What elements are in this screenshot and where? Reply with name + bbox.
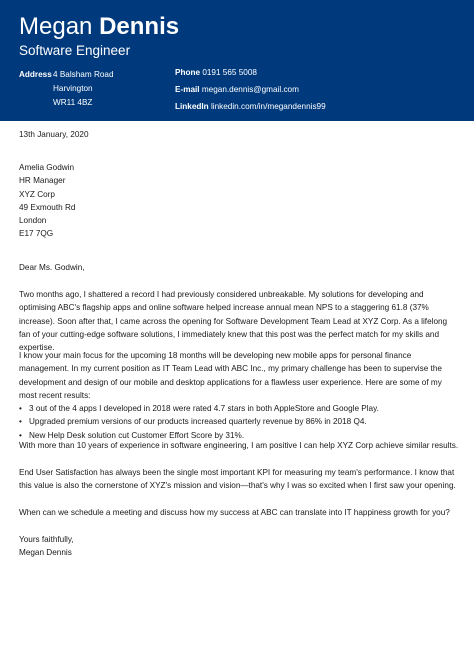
closing-phrase: Yours faithfully, — [19, 535, 74, 544]
list-item: • 3 out of the 4 apps I developed in 2018 were rated 4.7 stars in both AppleStore and Google Play. — [19, 402, 459, 415]
linkedin-row — [175, 102, 326, 111]
phone-row — [175, 68, 257, 77]
address-line-1: 4 Balsham Road — [53, 70, 114, 79]
recipient-name: Amelia Godwin — [19, 163, 75, 172]
list-item: • New Help Desk solution cut Customer Effort Score by 31%. — [19, 429, 459, 442]
recipient-company: XYZ Corp — [19, 189, 55, 199]
first-name: Megan — [19, 13, 93, 40]
letter-header — [0, 0, 474, 121]
address-label: Address — [19, 70, 52, 79]
paragraph-kpi: End User Satisfaction has always been the single most important KPI for measuring my team's performance. I know that this value is also the cornerstone of XYZ's mission and vision—that's why I was so excited when I first saw your opening. — [19, 468, 456, 491]
paragraph-achievements — [19, 349, 459, 442]
email-label: E-mail — [175, 85, 200, 94]
paragraph-achievements-text: I know your main focus for the upcoming 18 months will be developing new mobile apps for personal finance management. In my current position as IT Team Lead with ABC Inc., my primary challenge has been to supervise the development and design of our mobile and desktop applications for a flawless user experience. Here are some of my most recent results: — [19, 351, 442, 400]
salutation: Dear Ms. Godwin, — [19, 263, 85, 272]
closing-block — [19, 533, 459, 560]
email-row — [175, 85, 299, 94]
letter-date: 13th January, 2020 — [19, 130, 89, 139]
phone-label: Phone — [175, 68, 201, 77]
paragraph-call-to-action: When can we schedule a meeting and discuss how my success at ABC can translate into IT happiness growth for you? — [19, 508, 450, 517]
recipient-postcode: E17 7QG — [19, 229, 54, 239]
recipient-block — [19, 161, 459, 241]
recipient-city: London — [19, 216, 47, 226]
paragraph-intro: Two months ago, I shattered a record I had previously considered unbreakable. My solutions for developing and optimising ABC's flagship apps and online software helped increase annual mean NPS to a staggering 61.8 (37% increase). Soon after that, I came across the opening for Software Development Team Lead at XYZ Corp. As a lifelong fan of your cutting-edge software solutions, I immediately knew that this post was the perfect match for my skills and expertise. — [19, 290, 448, 353]
job-title: Software Engineer — [19, 43, 131, 58]
linkedin-link[interactable]: linkedin.com/in/megandennis99 — [210, 102, 326, 111]
recipient-position: HR Manager — [19, 176, 66, 186]
phone-value: 0191 565 5008 — [202, 68, 257, 77]
achievements-list — [19, 402, 459, 442]
address-line-3: WR11 4BZ — [53, 98, 93, 107]
email-link[interactable]: megan.dennis@gmail.com — [201, 85, 299, 94]
address-line-2: Harvington — [53, 84, 93, 93]
paragraph-experience: With more than 10 years of experience in software engineering, I am positive I can help XYZ Corp achieve similar results. — [19, 441, 459, 450]
signature-name: Megan Dennis — [19, 548, 72, 558]
last-name: Dennis — [99, 13, 180, 40]
list-item: • Upgraded premium versions of our products increased quarterly revenue by 86% in 2018 Q4. — [19, 415, 459, 428]
recipient-street: 49 Exmouth Rd — [19, 202, 76, 212]
linkedin-label: LinkedIn — [175, 102, 209, 111]
applicant-name — [19, 12, 179, 42]
